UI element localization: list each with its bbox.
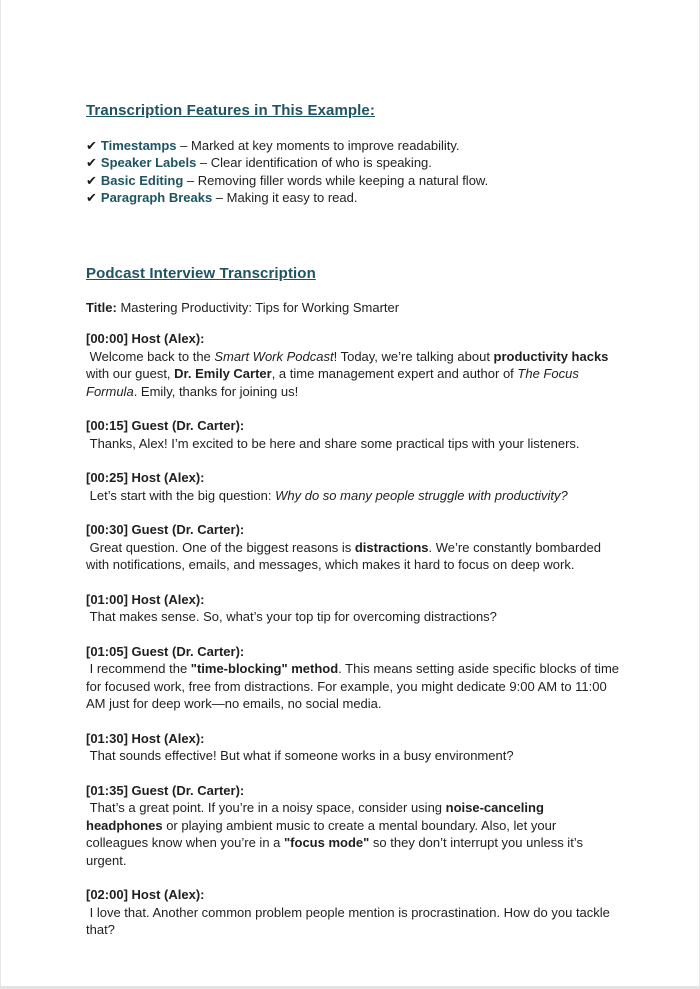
entry-speaker: Guest (Dr. Carter):	[131, 418, 245, 434]
text-segment: distractions	[354, 539, 429, 555]
text-segment: . Emily, thanks for joining us!	[133, 383, 299, 399]
feature-description: Removing filler words while keeping a natural flow.	[197, 172, 489, 188]
features-heading: Transcription Features in This Example:	[86, 102, 375, 119]
text-segment: with our guest,	[86, 348, 613, 382]
transcript-heading: Podcast Interview Transcription	[86, 264, 316, 282]
entry-timestamp: [00:25]	[86, 470, 128, 486]
text-segment: noise-canceling headphones	[86, 800, 548, 833]
entry-speaker: Host (Alex):	[131, 470, 205, 486]
feature-description: Marked at key moments to improve readability.	[191, 138, 460, 153]
entry-header	[86, 643, 619, 661]
text-segment: Thanks, Alex! I’m excited to be here and share some practical tips with your listeners.	[86, 435, 580, 451]
entry-speaker: Host (Alex):	[131, 730, 205, 746]
text-segment: The Focus Formula	[86, 366, 583, 399]
feature-item	[86, 154, 619, 171]
entry-text	[86, 660, 623, 713]
text-segment: "time-blocking" method	[190, 661, 339, 677]
transcript-entry	[86, 591, 619, 626]
entry-header	[86, 730, 619, 748]
feature-item	[86, 172, 619, 189]
text-segment: I recommend the	[86, 661, 191, 677]
text-segment: That makes sense. So, what’s your top tip for overcoming distractions?	[86, 609, 497, 625]
text-segment: I love that. Another common problem people mention is procrastination. How do you tackle that?	[86, 904, 614, 938]
feature-label: Timestamps	[100, 138, 177, 153]
document-content	[86, 101, 623, 939]
text-segment: , a time management expert and author of	[271, 366, 518, 382]
feature-separator: –	[183, 172, 198, 188]
features-list	[86, 137, 619, 207]
entry-text	[86, 435, 619, 453]
text-segment: "focus mode"	[284, 835, 370, 851]
transcript-entry	[86, 886, 619, 939]
entry-timestamp: [00:00]	[86, 331, 128, 347]
feature-label: Speaker Labels	[100, 155, 197, 171]
text-segment: Dr. Emily Carter	[174, 366, 272, 382]
entry-header	[86, 591, 619, 609]
entry-speaker: Guest (Dr. Carter):	[131, 522, 245, 538]
feature-description: Making it easy to read.	[226, 190, 358, 206]
transcript-entry	[86, 521, 619, 574]
text-segment: or playing ambient music to create a mental boundary. Also, let your colleagues know when you’re in a	[86, 817, 560, 851]
transcript-entry	[86, 730, 619, 765]
entry-text	[86, 608, 619, 626]
transcript-entry	[86, 469, 619, 504]
entry-timestamp: [00:15]	[86, 418, 128, 434]
text-segment: Great question. One of the biggest reasons is	[86, 539, 355, 555]
entry-text	[86, 904, 619, 939]
episode-title-line	[86, 299, 619, 317]
text-segment: That sounds effective! But what if someone works in a busy environment?	[86, 748, 514, 764]
transcript-entry	[86, 330, 619, 400]
feature-separator: –	[212, 190, 227, 206]
entry-text	[86, 348, 619, 401]
text-segment: Smart Work Podcast	[214, 348, 334, 364]
transcript-entries	[86, 330, 623, 939]
entry-header	[86, 782, 619, 800]
entry-timestamp: [00:30]	[86, 522, 128, 538]
entry-timestamp: [02:00]	[86, 887, 128, 903]
transcript-entry	[86, 643, 623, 713]
feature-item	[86, 137, 619, 154]
text-segment: . We’re constantly bombarded with notifications, emails, and messages, which makes it hard to focus on deep work.	[86, 539, 605, 573]
text-segment: productivity hacks	[493, 348, 609, 364]
feature-separator: –	[196, 155, 211, 171]
episode-title-text: Mastering Productivity: Tips for Working Smarter	[116, 299, 400, 315]
feature-item	[86, 189, 619, 206]
entry-speaker: Guest (Dr. Carter):	[131, 782, 245, 798]
entry-header	[86, 417, 619, 435]
text-segment: . This means setting aside specific blocks of time for focused work, free from distractions. For example, you might dedicate 9:00 AM to 11:00 AM just for deep work—no emails, no social media.	[86, 661, 623, 712]
check-icon: ✔	[86, 155, 97, 171]
entry-header	[86, 521, 619, 539]
entry-text	[86, 799, 619, 869]
text-segment: Let’s start with the big question:	[86, 487, 276, 503]
entry-timestamp: [01:00]	[86, 591, 128, 607]
text-segment: That’s a great point. If you’re in a noisy space, consider using	[86, 800, 446, 816]
feature-separator: –	[176, 138, 192, 153]
entry-speaker: Host (Alex):	[131, 331, 205, 347]
entry-header	[86, 330, 619, 348]
check-icon: ✔	[86, 138, 97, 153]
entry-timestamp: [01:35]	[86, 782, 128, 798]
episode-title-label: Title:	[86, 299, 117, 315]
feature-description: Clear identification of who is speaking.	[210, 155, 432, 171]
entry-header	[86, 886, 619, 904]
text-segment: so they don’t interrupt you unless it’s urgent.	[86, 835, 587, 868]
text-segment: Welcome back to the	[86, 348, 215, 364]
entry-text	[86, 539, 619, 574]
transcript-entry	[86, 417, 619, 452]
entry-timestamp: [01:05]	[86, 643, 128, 659]
entry-header	[86, 469, 619, 487]
entry-text	[86, 487, 619, 505]
feature-label: Basic Editing	[100, 172, 184, 188]
check-icon: ✔	[86, 172, 97, 188]
entry-text	[86, 747, 619, 765]
entry-timestamp: [01:30]	[86, 730, 128, 746]
text-segment: ! Today, we’re talking about	[333, 348, 494, 364]
text-segment: Why do so many people struggle with productivity?	[275, 487, 568, 503]
entry-speaker: Guest (Dr. Carter):	[131, 643, 245, 659]
check-icon: ✔	[86, 190, 97, 206]
entry-speaker: Host (Alex):	[131, 887, 205, 903]
entry-speaker: Host (Alex):	[131, 591, 205, 607]
feature-label: Paragraph Breaks	[100, 190, 213, 206]
transcript-entry	[86, 782, 619, 870]
